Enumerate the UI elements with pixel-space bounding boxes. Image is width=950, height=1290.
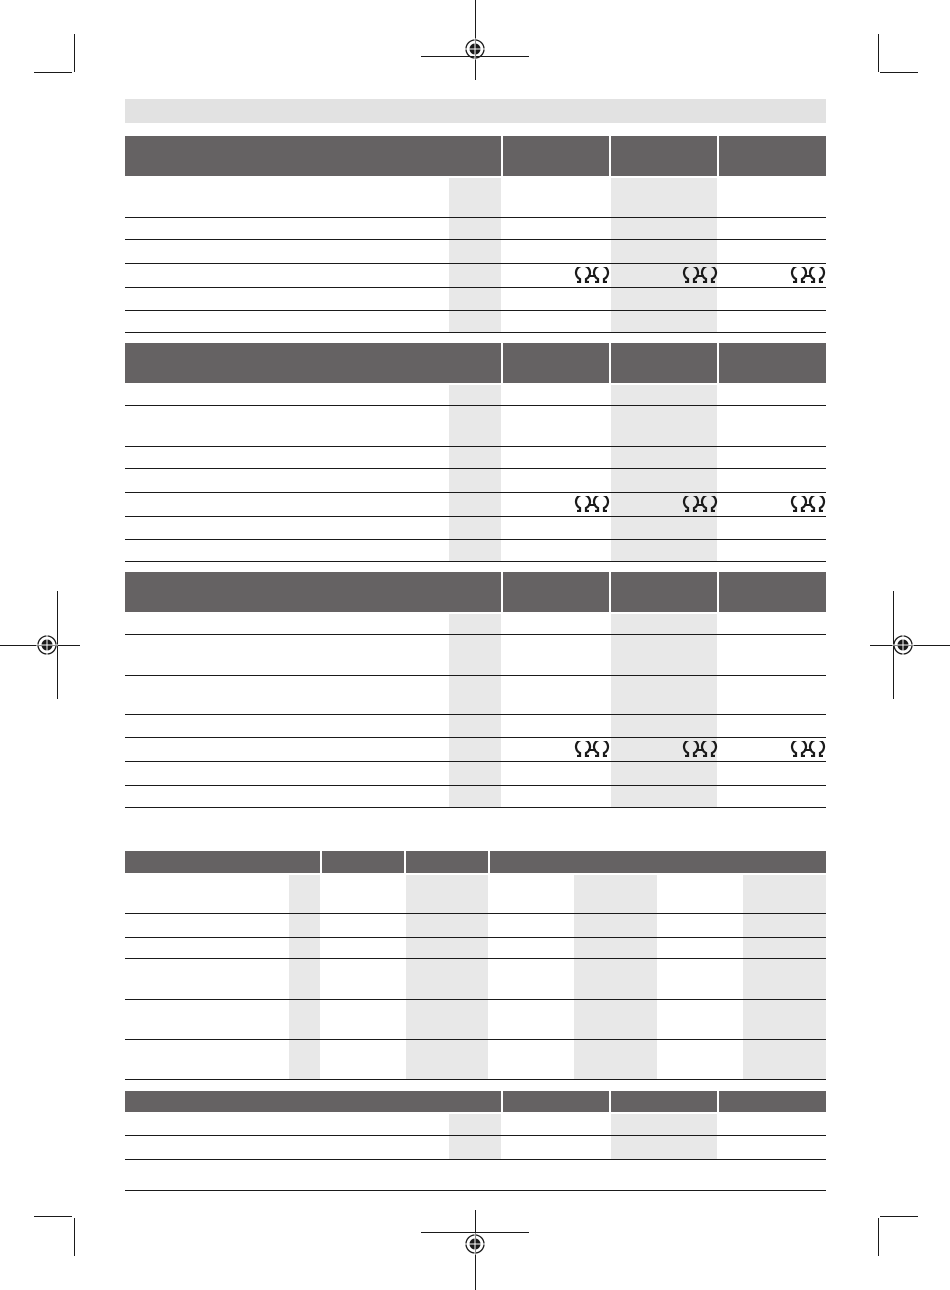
registration-target-icon [464, 1233, 486, 1255]
section-title-bar [125, 99, 826, 123]
ear-protection-icon [790, 496, 826, 512]
registration-target-icon [892, 634, 914, 656]
registration-target-icon [36, 634, 58, 656]
ear-protection-icon [682, 267, 718, 283]
ear-protection-icon [682, 496, 718, 512]
ear-protection-icon [574, 741, 610, 757]
ear-protection-icon [790, 267, 826, 283]
ear-protection-icon [574, 267, 610, 283]
registration-target-icon [464, 38, 486, 60]
ear-protection-icon [790, 741, 826, 757]
ear-protection-icon [574, 496, 610, 512]
ear-protection-icon [682, 741, 718, 757]
